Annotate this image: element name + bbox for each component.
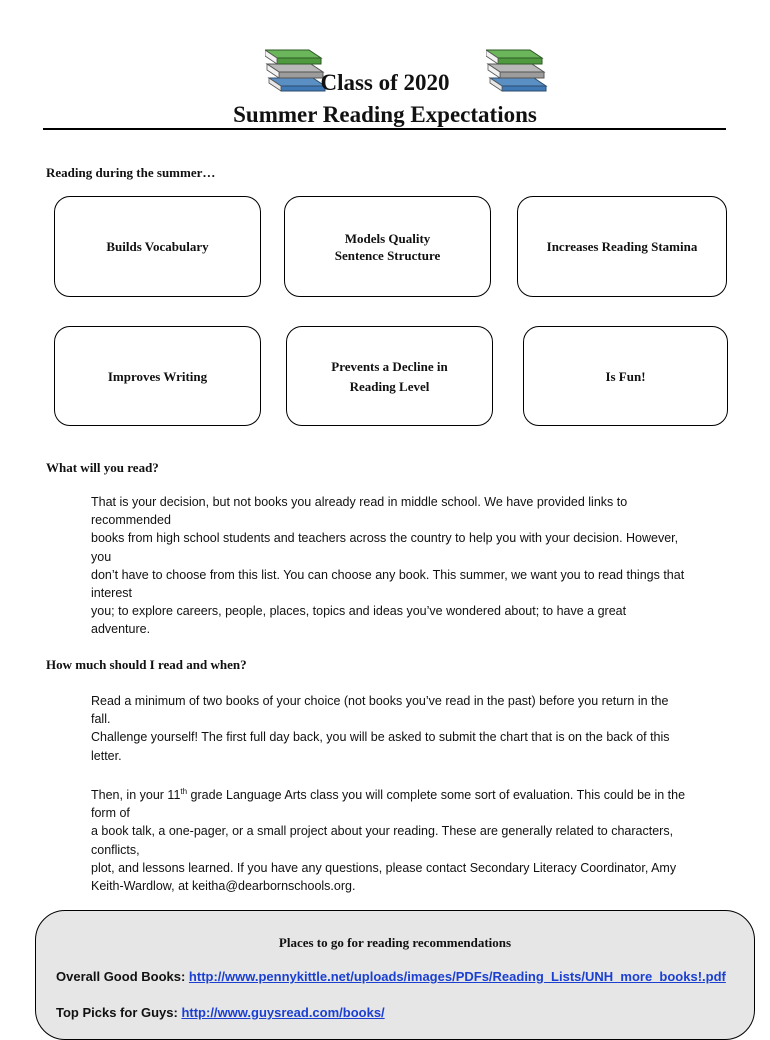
text-line: Read a minimum of two books of your choice (not books you’ve read in the past) before you return in the xyxy=(91,694,669,708)
text-line: books from high school students and teachers across the country to help you with your decision. However, xyxy=(91,531,679,546)
text-line: fall. xyxy=(91,712,111,727)
benefit-box xyxy=(286,326,493,426)
benefit-box xyxy=(284,196,491,297)
text-line: don’t have to choose from this list. You can choose any book. This summer, we want you to read things that xyxy=(91,567,685,582)
text-line: conflicts, xyxy=(91,842,140,857)
benefit-text: Is Fun! xyxy=(605,368,646,384)
pennykittle-link[interactable]: http://www.pennykittle.net/uploads/images/PDFs/Reading_Lists/UNH_more_books!.pdf xyxy=(188,969,726,984)
when-heading: How much should I read and when? xyxy=(46,657,247,672)
guysread-link[interactable]: http://www.guysread.com/books/ xyxy=(181,1005,385,1020)
what-heading: What will you read? xyxy=(46,460,159,475)
title-divider xyxy=(43,128,726,130)
text-line: recommended xyxy=(91,513,171,528)
text-line: letter. xyxy=(91,748,122,763)
benefit-text: Sentence Structure xyxy=(334,247,441,263)
text-line: a book talk, a one-pager, or a small project about your reading. These are generally related to characters, xyxy=(91,824,674,839)
page-title: Class of 2020 xyxy=(320,70,450,95)
benefit-text: Increases Reading Stamina xyxy=(546,239,698,254)
panel-title: Places to go for reading recommendations xyxy=(278,935,512,950)
benefits-heading: Reading during the summer… xyxy=(46,165,216,180)
benefit-text: Prevents a Decline in xyxy=(331,358,448,374)
benefit-box xyxy=(54,326,261,426)
benefit-text: Reading Level xyxy=(349,378,430,394)
text-line: Challenge yourself! The first full day back, you will be asked to submit the chart that is on the back of this xyxy=(91,730,670,745)
benefit-box xyxy=(517,196,727,297)
page-subtitle: Summer Reading Expectations xyxy=(233,102,537,127)
text-line: Then, in your 11th grade Language Arts class you will complete some sort of evaluation. This could be in the xyxy=(91,786,686,802)
text-line: adventure. xyxy=(91,622,151,637)
text-line: interest xyxy=(91,586,132,601)
benefit-box xyxy=(523,326,728,426)
when-paragraph xyxy=(91,692,731,895)
text-line: plot, and lessons learned. If you have any questions, please contact Secondary Literacy Coordinator, Amy xyxy=(91,860,677,875)
recommendation-item: Overall Good Books: http://www.pennykittle.net/uploads/images/PDFs/Reading_Lists/UNH_more_books!.pdf xyxy=(56,969,726,984)
benefit-text: Builds Vocabulary xyxy=(106,239,209,254)
benefit-text: Improves Writing xyxy=(107,368,208,384)
what-paragraph xyxy=(91,493,731,639)
text-line: That is your decision, but not books you already read in middle school. We have provided links to xyxy=(91,495,628,509)
benefit-box xyxy=(54,196,261,297)
text-line: you; to explore careers, people, places, topics and ideas you’ve wondered about; to have a great xyxy=(91,604,627,619)
recommendation-item: Top Picks for Guys: http://www.guysread.com/books/ xyxy=(56,1005,385,1020)
text-line: form of xyxy=(91,806,130,821)
recommendations-panel xyxy=(35,910,755,1040)
text-line: you xyxy=(91,549,112,564)
benefit-text: Models Quality xyxy=(344,230,431,246)
text-line: Keith-Wardlow, at keitha@dearbornschools.org. xyxy=(91,878,356,893)
